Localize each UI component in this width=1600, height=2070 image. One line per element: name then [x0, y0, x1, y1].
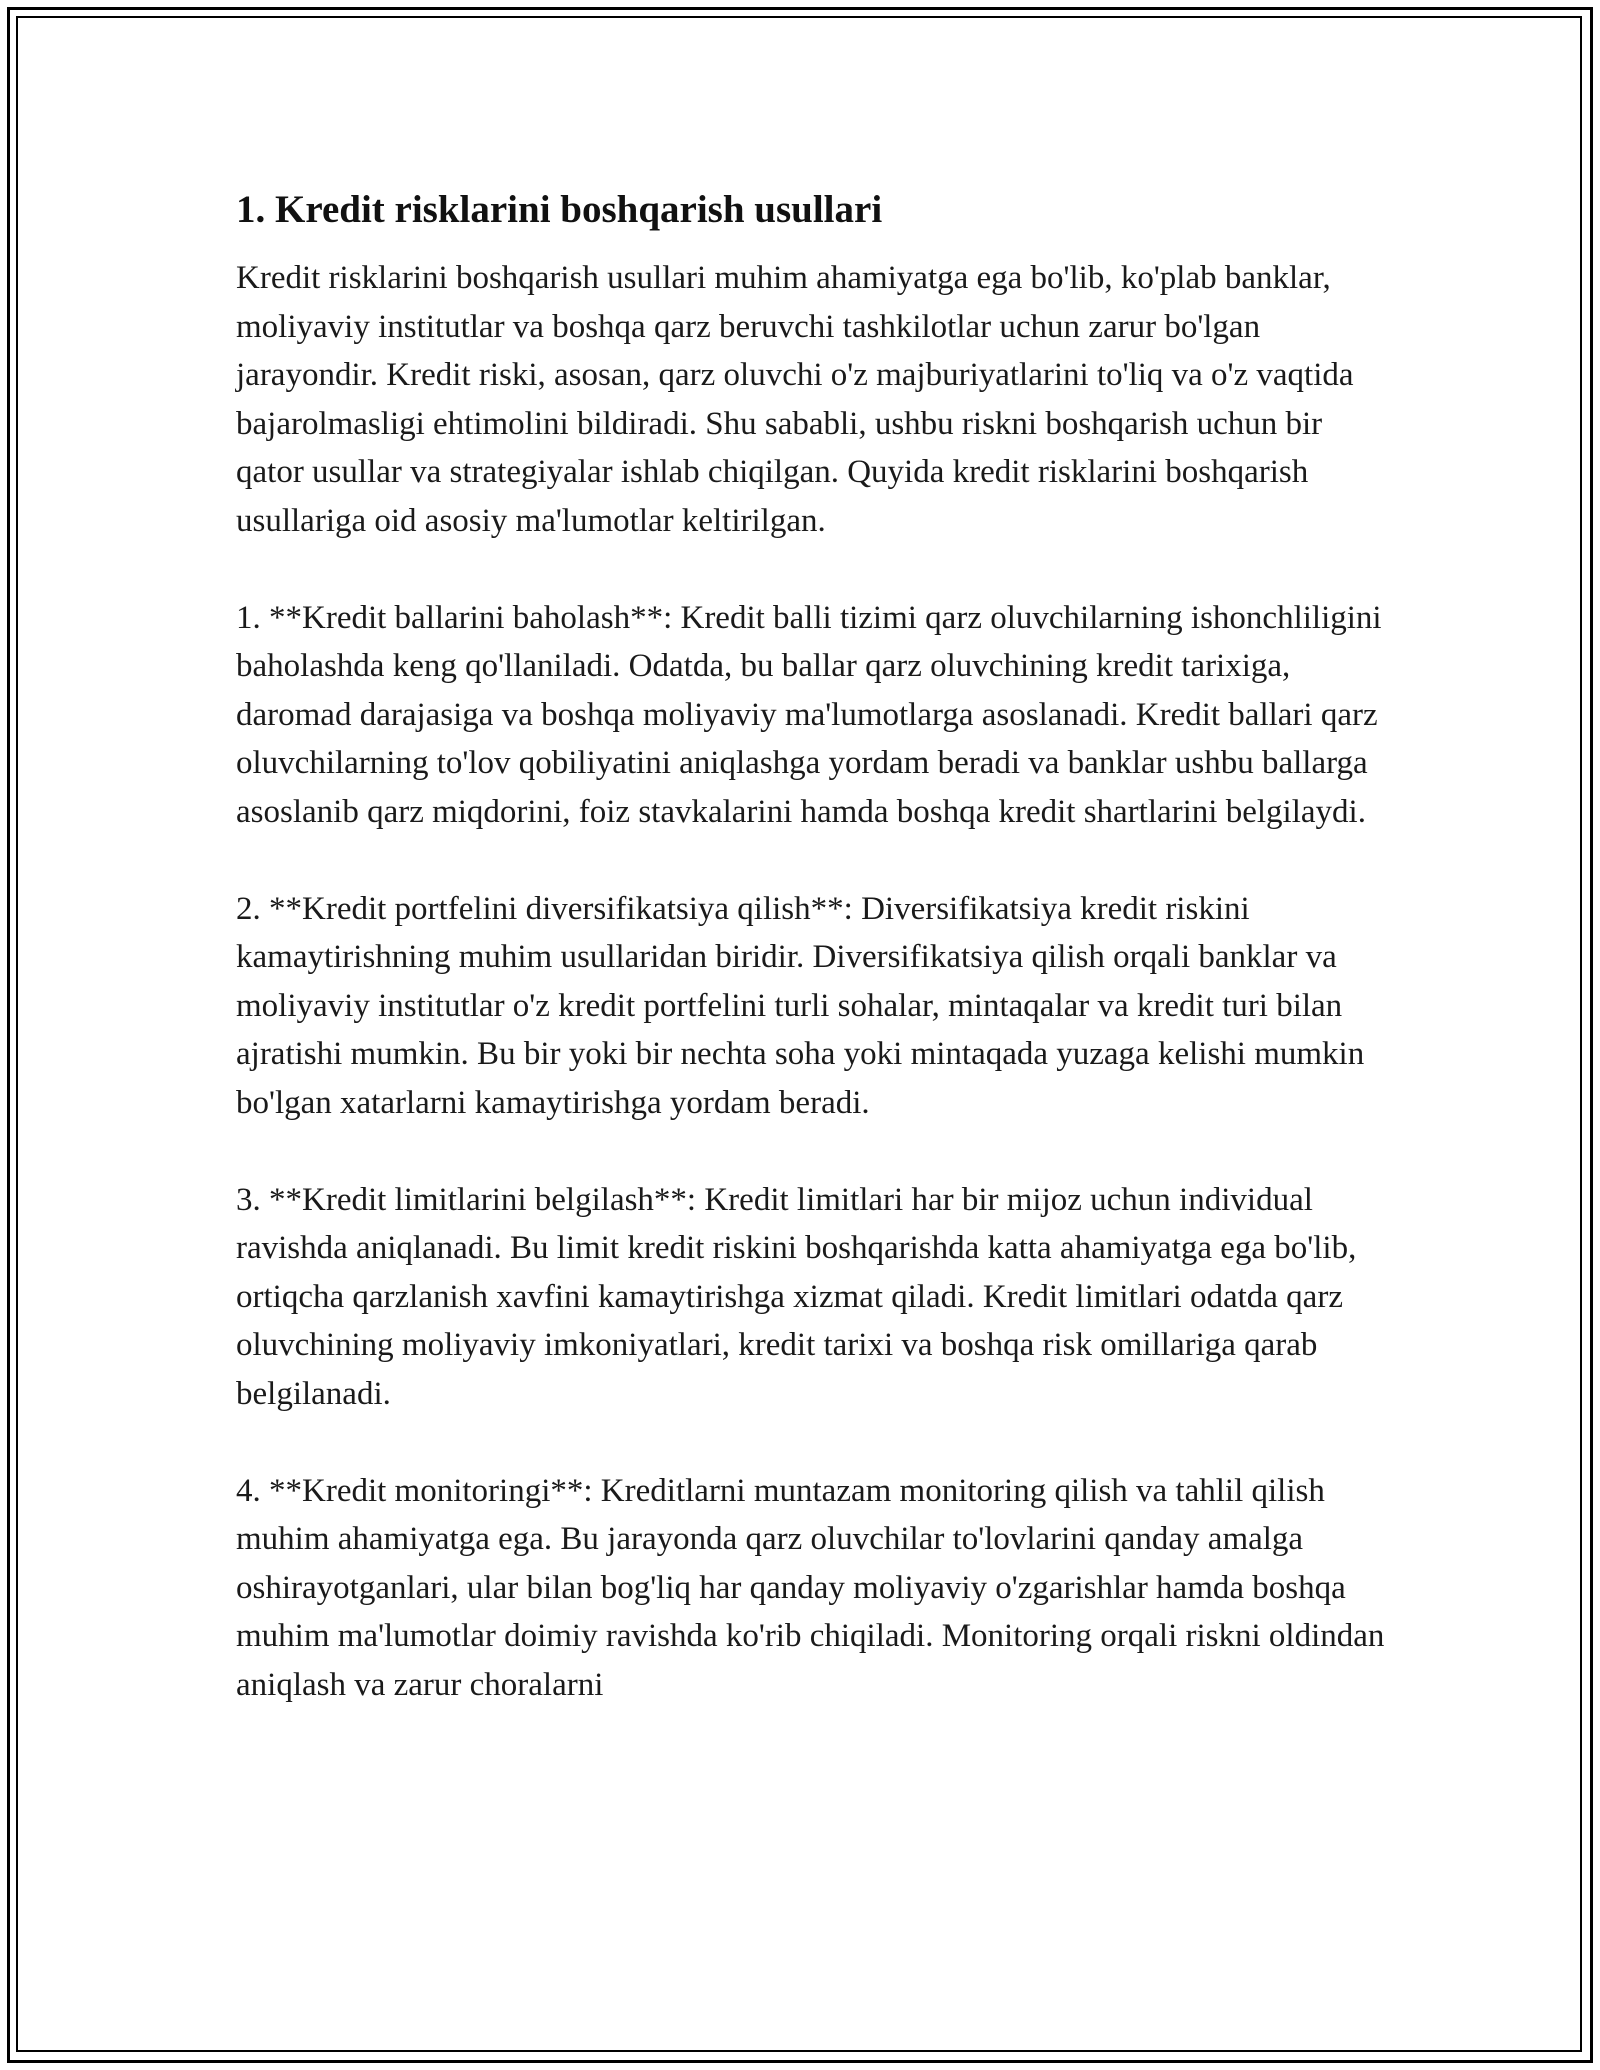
paragraph-credit-limits: 3. **Kredit limitlarini belgilash**: Kredit limitlari har bir mijoz uchun individual ravishda aniqlanadi. Bu limit kredit riskini boshqarishda katta ahamiyatga ega bo'lib, ortiqcha qarzlanish xavfini kamaytirishga xizmat qiladi. Kredit limitlari odatda qarz oluvchining moliyaviy imkoniyatlari, kredit tarixi va boshqa risk omillariga qarab belgilanadi. — [236, 1181, 1357, 1412]
paragraph-credit-monitoring: 4. **Kredit monitoringi**: Kreditlarni muntazam monitoring qilish va tahlil qilish muhim ahamiyatga ega. Bu jarayonda qarz oluvchilar to'lovlarini qanday amalga oshirayotganlari, ular bilan bog'liq har qanday moliyaviy o'zgarishlar hamda boshqa muhim ma'lumotlar doimiy ravishda ko'rib chiqiladi. Monitoring orqali riskni oldindan aniqlash va zarur choralarni — [236, 1472, 1385, 1703]
section-title: 1. Kredit risklarini boshqarish usullari — [236, 188, 883, 231]
paragraph-credit-scoring: 1. **Kredit ballarini baholash**: Kredit balli tizimi qarz oluvchilarning ishonchliligini baholashda keng qo'llaniladi. Odatda, bu ballar qarz oluvchining kredit tarixiga, daromad darajasiga va boshqa moliyaviy ma'lumotlarga asoslanadi. Kredit ballari qarz oluvchilarning to'lov qobiliyatini aniqlashga yordam beradi va banklar ushbu ballarga asoslanib qarz miqdorini, foiz stavkalarini hamda boshqa kredit shartlarini belgilaydi. — [236, 599, 1382, 830]
intro-paragraph: Kredit risklarini boshqarish usullari muhim ahamiyatga ega bo'lib, ko'plab banklar, moliyaviy institutlar va boshqa qarz beruvchi tashkilotlar uchun zarur bo'lgan jarayondir. Kredit riski, asosan, qarz oluvchi o'z majburiyatlarini to'liq va o'z vaqtida bajarolmasligi ehtimolini bildiradi. Shu sababli, ushbu riskni boshqarish uchun bir qator usullar va strategiyalar ishlab chiqilgan. Quyida kredit risklarini boshqarish usullariga oid asosiy ma'lumotlar keltirilgan. — [236, 260, 1354, 539]
document-body — [236, 186, 1386, 1758]
paragraph-portfolio-diversification: 2. **Kredit portfelini diversifikatsiya qilish**: Diversifikatsiya kredit riskini kamaytirishning muhim usullaridan biridir. Diversifikatsiya qilish orqali banklar va moliyaviy institutlar o'z kredit portfelini turli sohalar, mintaqalar va kredit turi bilan ajratishi mumkin. Bu bir yoki bir nechta soha yoki mintaqada yuzaga kelishi mumkin bo'lgan xatarlarni kamaytirishga yordam beradi. — [236, 890, 1365, 1121]
